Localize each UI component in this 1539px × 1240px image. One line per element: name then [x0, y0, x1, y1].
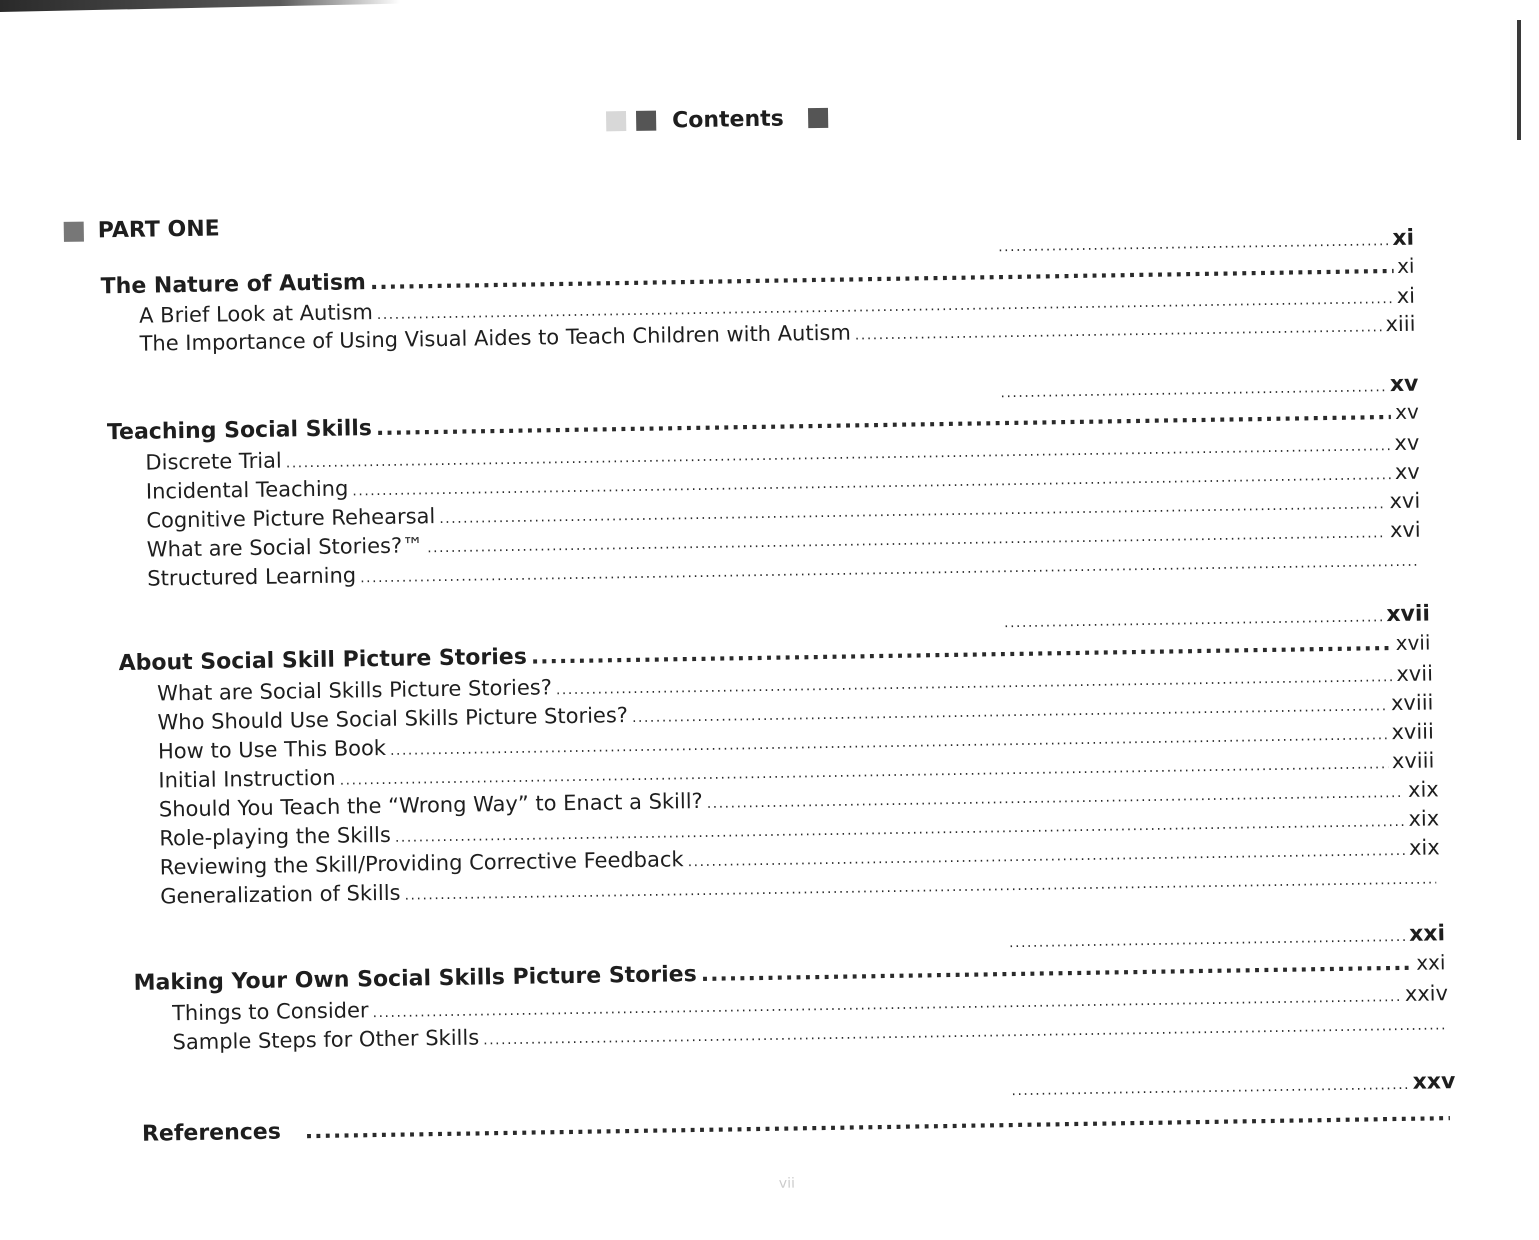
toc-entry[interactable]: Role-playing the Skills ..... xix — [159, 806, 1439, 850]
toc-entry[interactable]: Structured Learning ..... — [147, 547, 1421, 591]
square-bullet-icon — [64, 221, 84, 241]
toc-entry[interactable]: Initial Instruction ..... xviii — [158, 748, 1434, 792]
section-page-line: ..... xvii — [1000, 601, 1430, 633]
toc-entry[interactable]: Cognitive Picture Rehearsal ..... xvi — [146, 489, 1420, 533]
toc-heading[interactable]: About Social Skill Picture Stories ..... xvii — [118, 630, 1430, 676]
toc-entry[interactable]: A Brief Look at Autism ..... xi — [139, 284, 1415, 328]
section-page-line: ..... xi — [994, 226, 1414, 258]
section-page-line: ..... xxi — [1005, 921, 1445, 953]
part-title: PART ONE — [97, 216, 220, 244]
toc-entry[interactable]: Sample Steps for Other Skills ..... — [172, 1010, 1448, 1054]
square-ornament-icon — [606, 111, 626, 131]
square-ornament-icon — [636, 111, 656, 131]
toc-entry[interactable]: How to Use This Book ..... xviii — [158, 719, 1434, 763]
toc-entry[interactable]: Things to Consider ..... xxiv — [172, 981, 1448, 1025]
toc-heading[interactable]: References ..... — [142, 1101, 1454, 1147]
toc-entry[interactable]: Should You Teach the “Wrong Way” to Enact a Skill? ..... xix — [159, 777, 1439, 821]
toc-entry[interactable]: Discrete Trial ..... xv — [145, 431, 1419, 475]
toc-heading[interactable]: The Nature of Autism ..... xi — [100, 254, 1414, 300]
toc-entry[interactable]: Generalization of Skills ..... — [160, 864, 1440, 908]
page-title: Contents — [671, 106, 784, 133]
page-number: vii — [778, 1175, 796, 1192]
part-heading — [64, 216, 220, 243]
toc-heading[interactable]: Teaching Social Skills ..... xv — [107, 400, 1419, 446]
toc-entry[interactable]: Reviewing the Skill/Providing Corrective Feedback ..... xix — [160, 835, 1440, 879]
toc-entry[interactable]: Who Should Use Social Skills Picture Stories? ..... xviii — [157, 690, 1433, 734]
square-ornament-icon — [808, 108, 828, 128]
section-page-line: ..... xxv — [1007, 1069, 1455, 1101]
toc-entry[interactable]: The Importance of Using Visual Aides to Teach Children with Autism ..... xiii — [139, 312, 1415, 356]
section-page-line: ..... xv — [996, 372, 1418, 404]
toc-entry[interactable]: What are Social Stories?™ ..... xvi — [147, 518, 1421, 562]
toc-entry[interactable]: Incidental Teaching ..... xv — [146, 460, 1420, 504]
contents-title-row — [606, 103, 828, 136]
toc-entry[interactable]: What are Social Skills Picture Stories? ..... xvii — [157, 661, 1433, 705]
toc-heading[interactable]: Making Your Own Social Skills Picture Stories ..... xxi — [133, 950, 1445, 996]
